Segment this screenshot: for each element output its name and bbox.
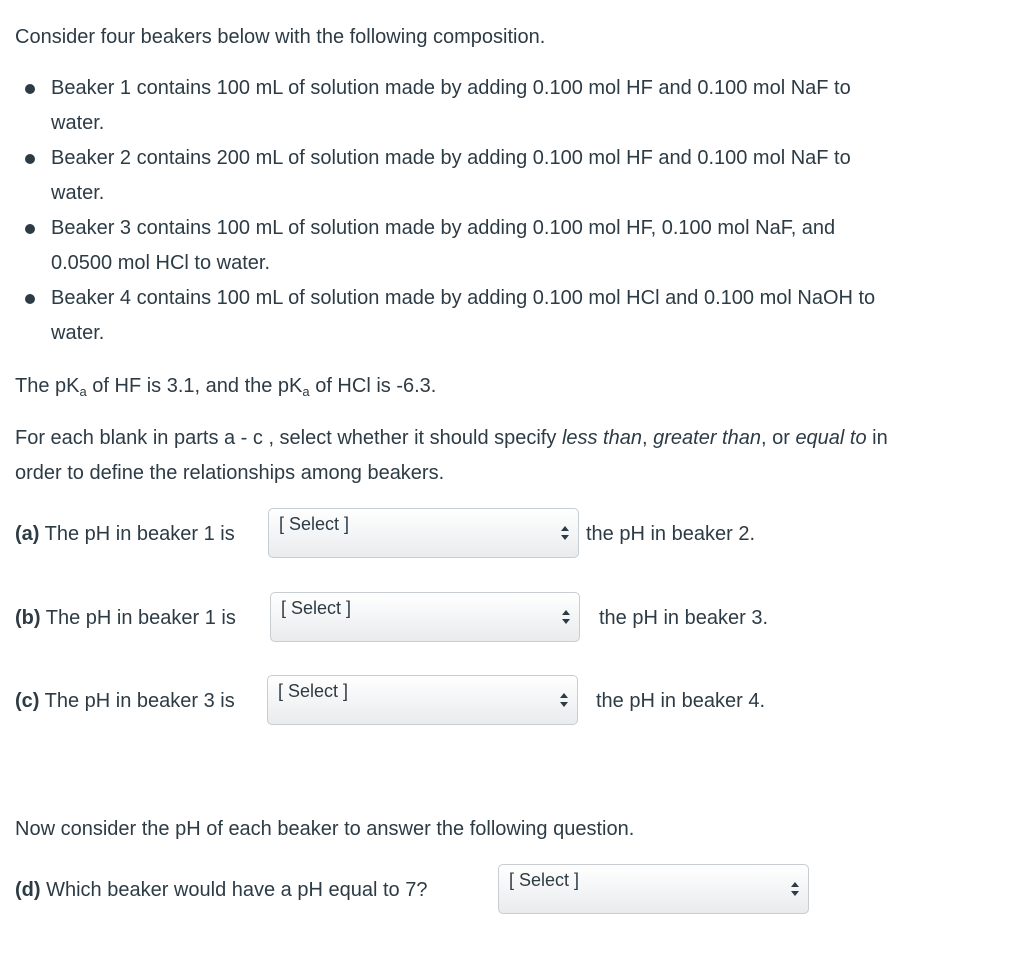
pka-subscript-2: a — [302, 384, 310, 399]
question-b-label — [15, 592, 236, 644]
now-consider-text: Now consider the pH of each beaker to answer the following question. — [15, 818, 635, 840]
question-d-tag: (d) — [15, 879, 41, 901]
question-a-select[interactable] — [268, 508, 579, 558]
question-d-select-value: [ Select ] — [509, 870, 580, 890]
question-b-select-value: [ Select ] — [281, 598, 352, 618]
beaker-1-line-2: water. — [51, 112, 105, 134]
beaker-4-line-1: Beaker 4 contains 100 mL of solution made by adding 0.100 mol HCl and 0.100 mol NaOH to — [51, 287, 876, 309]
beaker-3-line-2: 0.0500 mol HCl to water. — [51, 252, 270, 274]
question-b-tag: (b) — [15, 607, 41, 629]
instr-option-greater: greater than — [653, 427, 761, 449]
question-c-after: the pH in beaker 4. — [596, 690, 765, 712]
pka-part-2: of HF is 3.1, and the pK — [86, 375, 303, 397]
instr-line-2: order to define the relationships among beakers. — [15, 462, 445, 484]
list-item — [15, 71, 1015, 141]
beaker-2-line-1: Beaker 2 contains 200 mL of solution made by adding 0.100 mol HF and 0.100 mol NaF to — [51, 147, 851, 169]
bullet-icon — [25, 224, 35, 234]
intro-text: Consider four beakers below with the following composition. — [15, 26, 546, 48]
pka-part-1: The pK — [15, 375, 80, 397]
question-a-select-value: [ Select ] — [279, 514, 350, 534]
instr-sep-2: , or — [760, 427, 796, 449]
beaker-1-line-1: Beaker 1 contains 100 mL of solution made by adding 0.100 mol HF and 0.100 mol NaF to — [51, 77, 851, 99]
instr-option-equal: equal to — [795, 427, 867, 449]
question-d-text: Which beaker would have a pH equal to 7? — [40, 879, 428, 901]
question-b-after: the pH in beaker 3. — [599, 607, 768, 629]
question-c-label — [15, 675, 235, 727]
updown-arrow-icon — [561, 608, 571, 626]
beaker-4-line-2: water. — [51, 322, 105, 344]
question-b-select[interactable] — [270, 592, 580, 642]
question-a-text: The pH in beaker 1 is — [39, 523, 235, 545]
beaker-3-line-1: Beaker 3 contains 100 mL of solution made by adding 0.100 mol HF, 0.100 mol NaF, and — [51, 217, 836, 239]
pka-part-3: of HCl is -6.3. — [309, 375, 437, 397]
list-item — [15, 141, 1015, 211]
list-item — [15, 281, 1015, 351]
bullet-icon — [25, 154, 35, 164]
bullet-icon — [25, 294, 35, 304]
pka-statement — [15, 369, 436, 404]
updown-arrow-icon — [560, 524, 570, 542]
pka-subscript-1: a — [79, 384, 87, 399]
beaker-list — [15, 71, 1015, 351]
question-d-label — [15, 864, 427, 916]
question-a-tag: (a) — [15, 523, 40, 545]
question-d-select[interactable] — [498, 864, 809, 914]
instr-option-less: less than — [561, 427, 642, 449]
question-c-text: The pH in beaker 3 is — [39, 690, 235, 712]
question-c-select-value: [ Select ] — [278, 681, 349, 701]
question-c-tag: (c) — [15, 690, 40, 712]
bullet-icon — [25, 84, 35, 94]
beaker-2-line-2: water. — [51, 182, 105, 204]
instr-tail: in — [866, 427, 888, 449]
updown-arrow-icon — [790, 880, 800, 898]
question-a-after: the pH in beaker 2. — [586, 523, 755, 545]
question-b-text: The pH in beaker 1 is — [40, 607, 236, 629]
instructions — [15, 421, 1015, 491]
instr-sep-1: , — [642, 427, 654, 449]
list-item — [15, 211, 1015, 281]
question-c-select[interactable] — [267, 675, 578, 725]
instr-lead: For each blank in parts a - c , select whether it should specify — [15, 427, 562, 449]
question-a-label — [15, 508, 235, 560]
updown-arrow-icon — [559, 691, 569, 709]
